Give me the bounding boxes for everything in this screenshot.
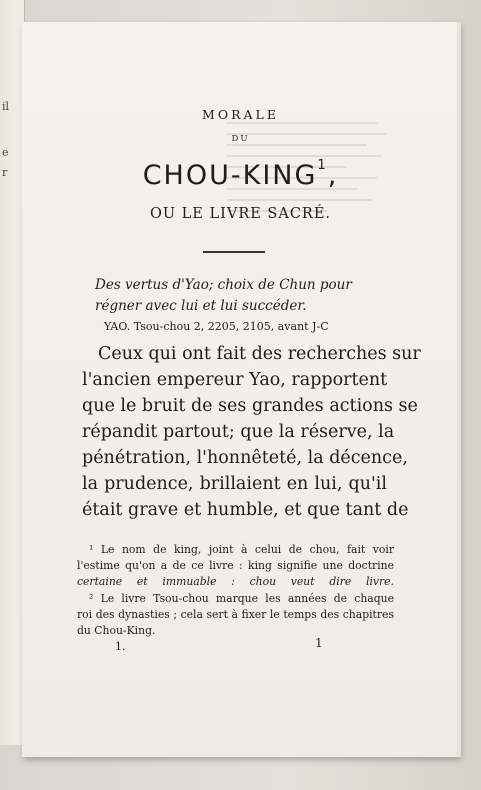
body-line: la prudence, brillaient en lui, qu'il bbox=[82, 474, 387, 494]
body-line: pénétration, l'honnêteté, la décence, bbox=[82, 448, 408, 468]
title-text: CHOU-KING bbox=[142, 160, 318, 191]
signature-mark: 1. bbox=[115, 640, 126, 653]
fragment: il bbox=[2, 100, 10, 113]
body-line: Ceux qui ont fait des recherches sur bbox=[98, 344, 421, 364]
subtitle: OU LE LIVRE SACRÉ. bbox=[149, 206, 332, 222]
footnote-line: l'estime qu'on a de ce livre : king signifie une doctrine bbox=[77, 559, 394, 572]
footnote-line: ² Le livre Tsou-chou marque les années de chaque bbox=[89, 592, 394, 605]
fragment: r bbox=[2, 166, 8, 179]
title-rule bbox=[203, 251, 265, 253]
main-title bbox=[22, 160, 459, 191]
page-edge bbox=[457, 22, 461, 757]
book-page bbox=[22, 22, 459, 757]
running-head: MORALE bbox=[202, 107, 279, 122]
body-line: répandit partout; que la réserve, la bbox=[82, 422, 395, 442]
fragment: e bbox=[2, 146, 9, 159]
body-line: que le bruit de ses grandes actions se bbox=[82, 396, 418, 416]
section-title-line-2: régner avec lui et lui succéder. bbox=[95, 298, 307, 314]
section-title-line-1: Des vertus d'Yao; choix de Chun pour bbox=[95, 277, 352, 293]
reference-line: YAO. Tsou-chou 2, 2205, 2105, avant J-C bbox=[104, 320, 329, 333]
footnote-line: certaine et immuable : chou veut dire livre. bbox=[77, 575, 394, 588]
page-number: 1 bbox=[315, 636, 323, 650]
title-comma: , bbox=[327, 160, 339, 191]
footnote-line: du Chou-King. bbox=[77, 624, 156, 637]
body-line: l'ancien empereur Yao, rapportent bbox=[82, 370, 388, 390]
footnote-line: ¹ Le nom de king, joint à celui de chou, fait voir bbox=[89, 543, 394, 556]
footnote-line: roi des dynasties ; cela sert à fixer le temps des chapitres bbox=[77, 608, 394, 621]
du-label: DU bbox=[231, 134, 250, 144]
footnote-mark: 1 bbox=[317, 158, 328, 173]
body-line: était grave et humble, et que tant de bbox=[82, 500, 409, 520]
